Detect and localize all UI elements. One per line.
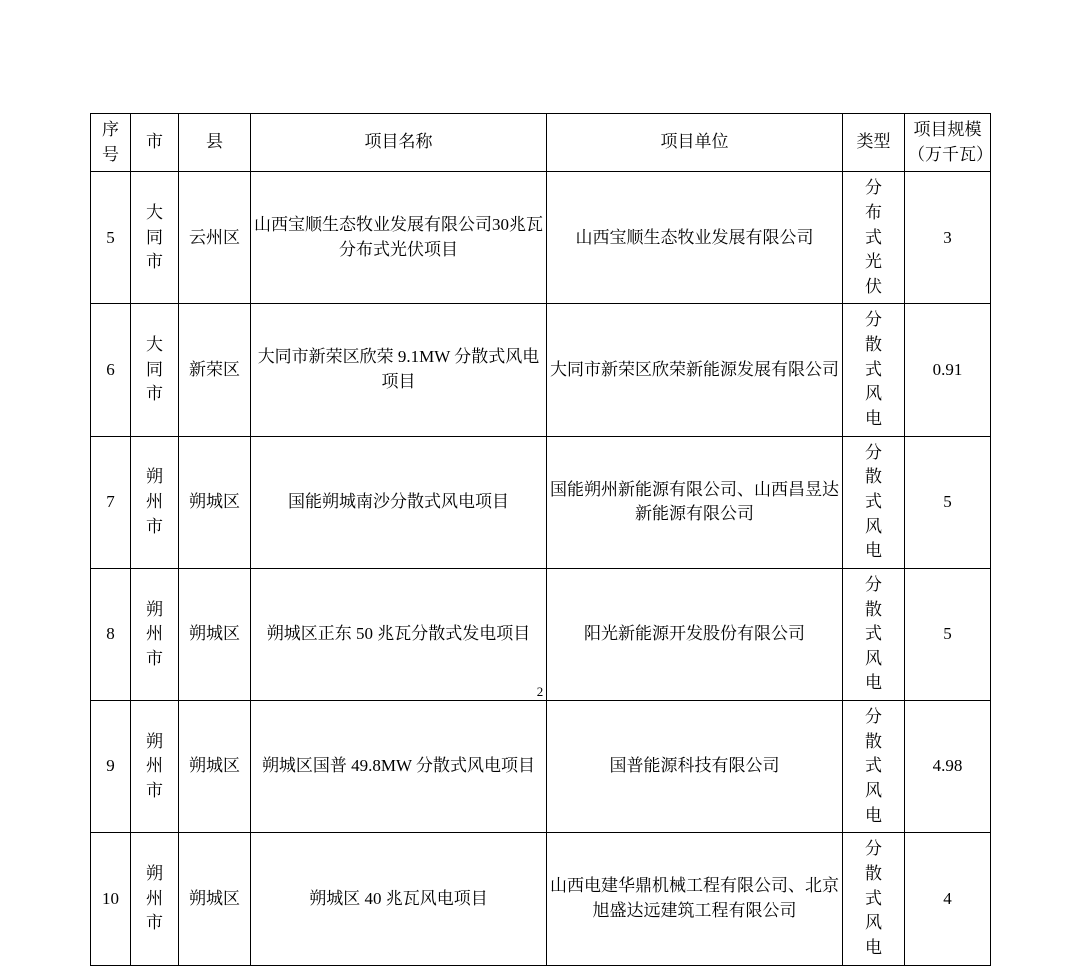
cell-type-char: 式 (865, 624, 882, 644)
cell-project-unit: 国能朔州新能源有限公司、山西昌昱达新能源有限公司 (547, 436, 843, 568)
table-row (91, 833, 991, 965)
cell-city-char: 州 (146, 624, 163, 644)
cell-type-char: 风 (865, 913, 882, 933)
cell-project-unit: 阳光新能源开发股份有限公司 (547, 568, 843, 700)
cell-type-char: 分 (865, 310, 882, 330)
cell-type (843, 833, 905, 965)
cell-type-char: 分 (865, 178, 882, 198)
cell-type-char: 电 (865, 937, 882, 957)
cell-scale: 5 (905, 436, 991, 568)
cell-city (131, 436, 179, 568)
cell-city-char: 大 (146, 335, 163, 355)
cell-scale: 4 (905, 833, 991, 965)
cell-city (131, 172, 179, 304)
cell-type-char: 式 (865, 227, 882, 247)
table-header-row (91, 114, 991, 172)
cell-type-char: 风 (865, 516, 882, 536)
cell-project-name: 朔城区 40 兆瓦风电项目 (251, 833, 547, 965)
cell-type-char: 式 (865, 756, 882, 776)
column-header-serial-line1: 序 (102, 120, 119, 139)
cell-county: 朔城区 (179, 701, 251, 833)
cell-type-char: 分 (865, 839, 882, 859)
cell-type-char: 风 (865, 648, 882, 668)
table-row (91, 436, 991, 568)
cell-type-char: 分 (865, 707, 882, 727)
cell-project-name: 国能朔城南沙分散式风电项目 (251, 436, 547, 568)
cell-project-unit: 山西宝顺生态牧业发展有限公司 (547, 172, 843, 304)
cell-type (843, 436, 905, 568)
cell-type-char: 电 (865, 409, 882, 429)
cell-city (131, 701, 179, 833)
cell-serial: 6 (91, 304, 131, 436)
cell-serial: 5 (91, 172, 131, 304)
cell-city-char: 大 (146, 202, 163, 222)
cell-type-char: 散 (865, 863, 882, 883)
cell-scale: 3 (905, 172, 991, 304)
cell-county: 朔城区 (179, 436, 251, 568)
cell-city-char: 同 (146, 227, 163, 247)
table-row (91, 304, 991, 436)
cell-type-char: 光 (865, 252, 882, 272)
cell-type-char: 分 (865, 442, 882, 462)
cell-project-name: 山西宝顺生态牧业发展有限公司30兆瓦分布式光伏项目 (251, 172, 547, 304)
cell-serial: 8 (91, 568, 131, 700)
cell-city (131, 304, 179, 436)
table-row (91, 172, 991, 304)
project-table (90, 113, 991, 966)
cell-city-char: 市 (146, 781, 163, 801)
cell-city-char: 市 (146, 252, 163, 272)
cell-county: 新荣区 (179, 304, 251, 436)
cell-city-char: 朔 (146, 599, 163, 619)
cell-project-name: 朔城区国普 49.8MW 分散式风电项目 (251, 701, 547, 833)
cell-city-char: 市 (146, 648, 163, 668)
table-row (91, 701, 991, 833)
cell-city-char: 州 (146, 491, 163, 511)
cell-type (843, 304, 905, 436)
cell-type-char: 散 (865, 467, 882, 487)
project-table-container (90, 113, 993, 966)
cell-county: 朔城区 (179, 833, 251, 965)
cell-type-char: 分 (865, 574, 882, 594)
column-header-county: 县 (179, 114, 251, 172)
cell-county: 云州区 (179, 172, 251, 304)
cell-serial: 7 (91, 436, 131, 568)
cell-type (843, 172, 905, 304)
cell-project-unit: 国普能源科技有限公司 (547, 701, 843, 833)
column-header-scale-line1: 项目规模 (913, 120, 982, 139)
table-header (91, 114, 991, 172)
cell-type-char: 式 (865, 359, 882, 379)
cell-type-char: 电 (865, 805, 882, 825)
cell-type (843, 568, 905, 700)
cell-type-char: 散 (865, 599, 882, 619)
cell-city (131, 568, 179, 700)
cell-type-char: 散 (865, 335, 882, 355)
cell-project-name: 大同市新荣区欣荣 9.1MW 分散式风电项目 (251, 304, 547, 436)
cell-city-char: 市 (146, 384, 163, 404)
column-header-city: 市 (131, 114, 179, 172)
cell-city-char: 市 (146, 913, 163, 933)
cell-city-char: 州 (146, 888, 163, 908)
cell-type-char: 伏 (865, 276, 882, 296)
cell-type-char: 风 (865, 384, 882, 404)
cell-city-char: 朔 (146, 731, 163, 751)
cell-project-name: 朔城区正东 50 兆瓦分散式发电项目 (251, 568, 547, 700)
page-number: 2 (536, 684, 544, 699)
column-header-serial-line2: 号 (102, 144, 119, 164)
column-header-scale (905, 114, 991, 172)
column-header-type: 类型 (843, 114, 905, 172)
cell-serial: 9 (91, 701, 131, 833)
column-header-project-name: 项目名称 (251, 114, 547, 172)
column-header-scale-line2: （万千瓦） (908, 144, 993, 164)
cell-county: 朔城区 (179, 568, 251, 700)
column-header-serial (91, 114, 131, 172)
cell-type-char: 散 (865, 731, 882, 751)
cell-city-char: 同 (146, 359, 163, 379)
cell-type-char: 电 (865, 673, 882, 693)
cell-type-char: 式 (865, 491, 882, 511)
cell-city (131, 833, 179, 965)
cell-type-char: 布 (865, 202, 882, 222)
cell-city-char: 州 (146, 756, 163, 776)
cell-city-char: 朔 (146, 467, 163, 487)
cell-type-char: 电 (865, 541, 882, 561)
cell-type-char: 式 (865, 888, 882, 908)
cell-project-unit: 大同市新荣区欣荣新能源发展有限公司 (547, 304, 843, 436)
table-body (91, 172, 991, 965)
cell-scale: 0.91 (905, 304, 991, 436)
cell-scale: 5 (905, 568, 991, 700)
cell-type-char: 风 (865, 781, 882, 801)
cell-type (843, 701, 905, 833)
column-header-project-unit: 项目单位 (547, 114, 843, 172)
cell-city-char: 朔 (146, 863, 163, 883)
cell-serial: 10 (91, 833, 131, 965)
cell-scale: 4.98 (905, 701, 991, 833)
cell-project-unit: 山西电建华鼎机械工程有限公司、北京旭盛达远建筑工程有限公司 (547, 833, 843, 965)
cell-city-char: 市 (146, 516, 163, 536)
table-row (91, 568, 991, 700)
